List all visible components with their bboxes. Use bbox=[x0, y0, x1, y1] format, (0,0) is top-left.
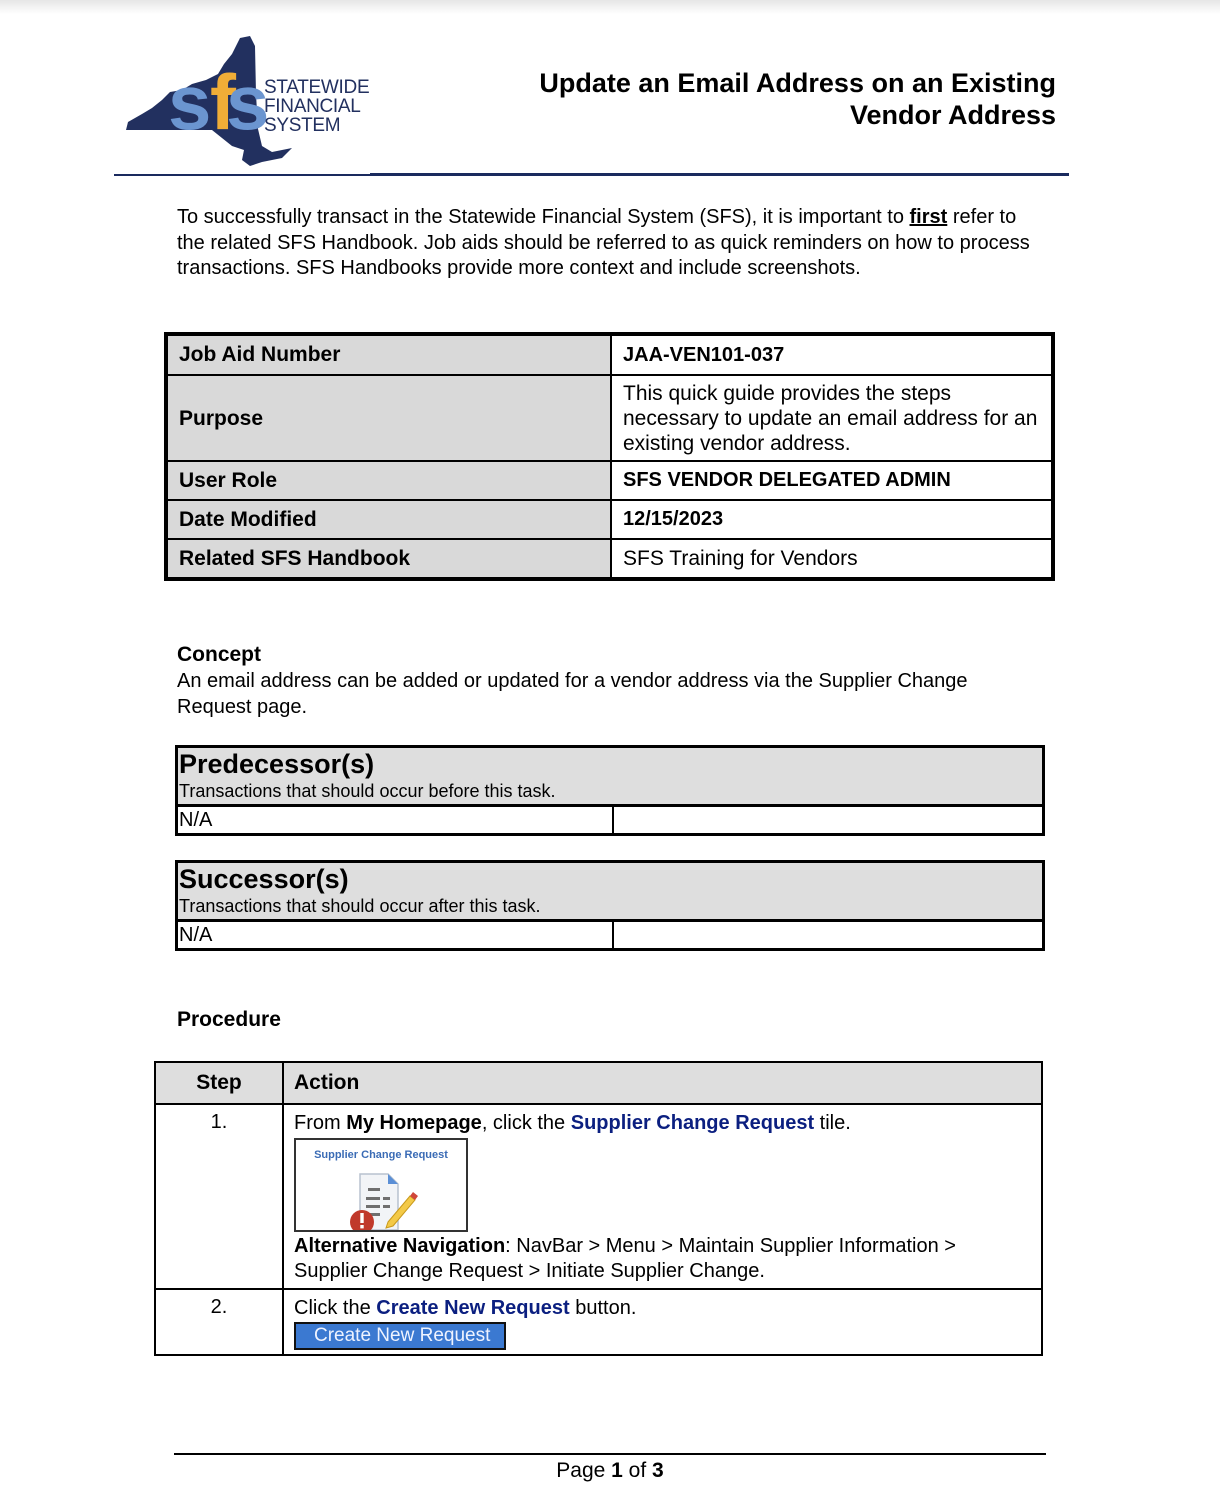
info-label: Job Aid Number bbox=[166, 334, 611, 375]
info-value: SFS VENDOR DELEGATED ADMIN bbox=[611, 461, 1053, 500]
create-new-request-link: Create New Request bbox=[376, 1297, 570, 1319]
instruction-text: Click the bbox=[294, 1297, 377, 1319]
instruction-bold: My Homepage bbox=[346, 1112, 482, 1134]
logo-s-right: s bbox=[226, 58, 270, 146]
supplier-change-request-tile[interactable] bbox=[294, 1138, 468, 1232]
alt-nav-label: Alternative Navigation bbox=[294, 1235, 506, 1257]
info-value: 12/15/2023 bbox=[611, 500, 1053, 539]
instruction-text: button. bbox=[569, 1297, 637, 1319]
logo-line: SYSTEM bbox=[264, 115, 341, 136]
header-rule-thin bbox=[114, 174, 370, 176]
instruction-text: , click the bbox=[481, 1112, 571, 1134]
page-label: Page bbox=[556, 1459, 612, 1482]
create-new-request-button[interactable]: Create New Request bbox=[294, 1322, 506, 1350]
info-value: This quick guide provides the steps necessary to update an email address for an existing vendor address. bbox=[611, 375, 1053, 461]
procedure-table bbox=[154, 1061, 1043, 1356]
step-action bbox=[283, 1104, 1042, 1289]
info-row-purpose bbox=[166, 375, 1053, 461]
intro-emphasis: first bbox=[909, 206, 948, 228]
tile-title: Supplier Change Request bbox=[314, 1149, 448, 1161]
procedure-step-row bbox=[155, 1104, 1042, 1289]
logo-s-left: s bbox=[168, 58, 206, 146]
header-rule-thick bbox=[370, 173, 1069, 176]
successors-header bbox=[177, 862, 1044, 921]
page-top-shadow bbox=[0, 0, 1220, 14]
successors-cell: N/A bbox=[177, 921, 614, 950]
predecessors-cell: N/A bbox=[177, 806, 614, 835]
page-total: 3 bbox=[652, 1459, 664, 1482]
concept-heading: Concept bbox=[177, 643, 261, 666]
info-label: User Role bbox=[166, 461, 611, 500]
info-row-user-role bbox=[166, 461, 1053, 500]
instruction-text: tile. bbox=[814, 1112, 851, 1134]
info-label: Purpose bbox=[166, 375, 611, 461]
successors-cell bbox=[613, 921, 1044, 950]
logo-line: FINANCIAL bbox=[264, 96, 361, 117]
intro-paragraph bbox=[177, 205, 1047, 282]
info-row-related-handbook bbox=[166, 539, 1053, 579]
alternative-navigation bbox=[294, 1234, 1031, 1284]
info-value: JAA-VEN101-037 bbox=[611, 334, 1053, 375]
step-number: 2. bbox=[155, 1289, 283, 1355]
procedure-header-row bbox=[155, 1062, 1042, 1104]
procedure-step-row bbox=[155, 1289, 1042, 1355]
predecessors-cell bbox=[613, 806, 1044, 835]
document-title-line2: Vendor Address bbox=[849, 100, 1056, 130]
concept-text: An email address can be added or updated for a vendor address via the Supplier Change Request page. bbox=[177, 670, 968, 718]
column-header-step: Step bbox=[155, 1062, 283, 1104]
page-current: 1 bbox=[611, 1459, 623, 1482]
info-value: SFS Training for Vendors bbox=[611, 539, 1053, 579]
step-number: 1. bbox=[155, 1104, 283, 1289]
successors-subtitle: Transactions that should occur after this task. bbox=[179, 896, 541, 916]
procedure-heading: Procedure bbox=[177, 1008, 281, 1031]
alt-nav-path: : NavBar > Menu > Maintain Supplier Information > Supplier Change Request > Initiate Supplier Change. bbox=[294, 1235, 956, 1282]
predecessors-subtitle: Transactions that should occur before this task. bbox=[179, 781, 556, 801]
logo-f: f bbox=[210, 58, 230, 146]
document-title-line1: Update an Email Address on an Existing bbox=[539, 68, 1056, 98]
info-label: Related SFS Handbook bbox=[166, 539, 611, 579]
intro-text-after: refer to the related SFS Handbook. Job aids should be referred to as quick reminders on how to process transactions. SFS Handbooks provide more context and include screenshots. bbox=[177, 206, 1030, 279]
step-instruction bbox=[294, 1296, 1031, 1321]
successors-title: Successor(s) bbox=[179, 864, 349, 894]
column-header-action: Action bbox=[283, 1062, 1042, 1104]
page-of: of bbox=[622, 1459, 653, 1482]
logo-line: STATEWIDE bbox=[264, 77, 370, 98]
instruction-text: From bbox=[294, 1112, 347, 1134]
job-aid-info-table bbox=[164, 332, 1055, 581]
footer-rule bbox=[174, 1453, 1046, 1455]
logo-wordmark bbox=[264, 78, 369, 135]
predecessors-table bbox=[175, 745, 1045, 836]
supplier-change-request-link: Supplier Change Request bbox=[570, 1112, 815, 1134]
info-row-job-aid-number bbox=[166, 334, 1053, 375]
document-edit-alert-icon bbox=[348, 1170, 418, 1230]
info-label: Date Modified bbox=[166, 500, 611, 539]
info-row-date-modified bbox=[166, 500, 1053, 539]
predecessors-header bbox=[177, 747, 1044, 806]
document-title bbox=[456, 67, 1056, 131]
page-number bbox=[0, 1459, 1220, 1483]
predecessors-title: Predecessor(s) bbox=[179, 749, 375, 779]
successors-table bbox=[175, 860, 1045, 951]
intro-text-before: To successfully transact in the Statewide Financial System (SFS), it is important to bbox=[177, 206, 910, 228]
step-instruction bbox=[294, 1111, 1031, 1136]
step-action bbox=[283, 1289, 1042, 1355]
